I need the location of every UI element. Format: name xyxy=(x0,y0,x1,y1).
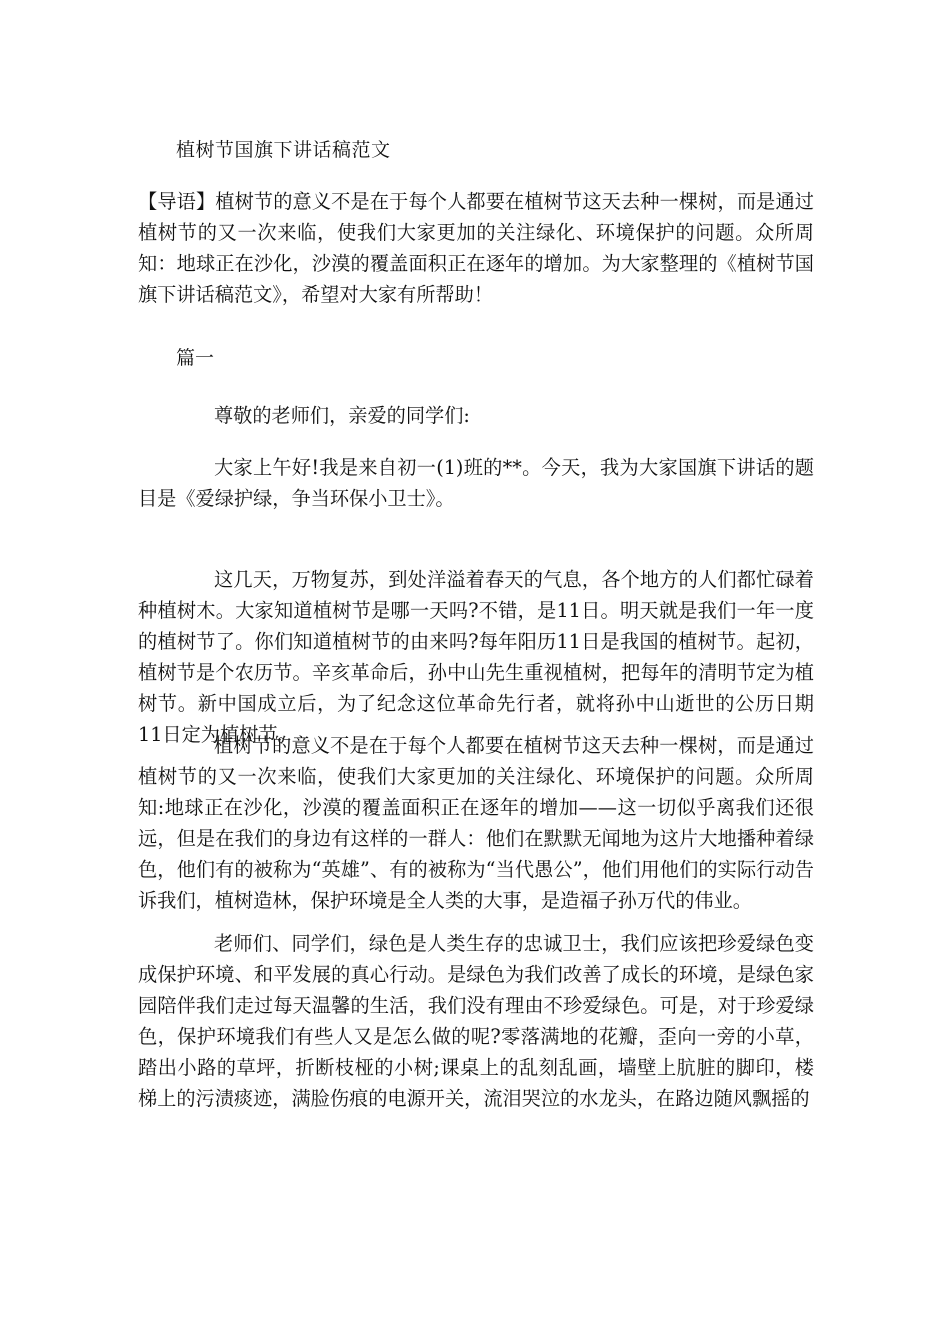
section-heading: 篇一 xyxy=(176,347,215,369)
body-paragraph: 植树节的意义不是在于每个人都要在植树节这天去种一棵树，而是通过植树节的又一次来临，使我们大家更加的关注绿化、环境保护的问题。众所周知:地球正在沙化，沙漠的覆盖面积正在逐年的增加——这一切似乎离我们还很远，但是在我们的身边有这样的一群人：他们在默默无闻地为这片大地播种着绿色，他们有的被称为“英雄”、有的被称为“当代愚公”，他们用他们的实际行动告诉我们，植树造林，保护环境是全人类的大事，是造福子孙万代的伟业。 xyxy=(138,734,814,912)
intro-paragraph: 【导语】植树节的意义不是在于每个人都要在植树节这天去种一棵树，而是通过植树节的又一次来临，使我们大家更加的关注绿化、环境保护的问题。众所周知：地球正在沙化，沙漠的覆盖面积正在逐年的增加。为大家整理的《植树节国旗下讲话稿范文》，希望对大家有所帮助！ xyxy=(138,190,814,306)
greeting-line: 尊敬的老师们，亲爱的同学们: xyxy=(214,404,470,427)
body-paragraph: 大家上午好!我是来自初一(1)班的**。今天，我为大家国旗下讲话的题目是《爱绿护绿，争当环保小卫士》。 xyxy=(138,456,814,510)
document-title: 植树节国旗下讲话稿范文 xyxy=(176,139,391,161)
body-paragraph: 老师们、同学们，绿色是人类生存的忠诚卫士，我们应该把珍爱绿色变成保护环境、和平发展的真心行动。是绿色为我们改善了成长的环境，是绿色家园陪伴我们走过每天温馨的生活，我们没有理由不珍爱绿色。可是，对于珍爱绿色，保护环境我们有些人又是怎么做的呢?零落满地的花瓣，歪向一旁的小草，踏出小路的草坪，折断枝桠的小树;课桌上的乱刻乱画，墙壁上肮脏的脚印，楼梯上的污渍痰迹，满脸伤痕的电源开关，流泪哭泣的水龙头，在路边随风飘摇的 xyxy=(138,932,814,1110)
body-paragraph: 这几天，万物复苏，到处洋溢着春天的气息，各个地方的人们都忙碌着种植树木。大家知道植树节是哪一天吗?不错，是11日。明天就是我们一年一度的植树节了。你们知道植树节的由来吗?每年阳历11日是我国的植树节。起初，植树节是个农历节。辛亥革命后，孙中山先生重视植树，把每年的清明节定为植树节。新中国成立后，为了纪念这位革命先行者，就将孙中山逝世的公历日期11日定为植树节。 xyxy=(138,568,814,746)
